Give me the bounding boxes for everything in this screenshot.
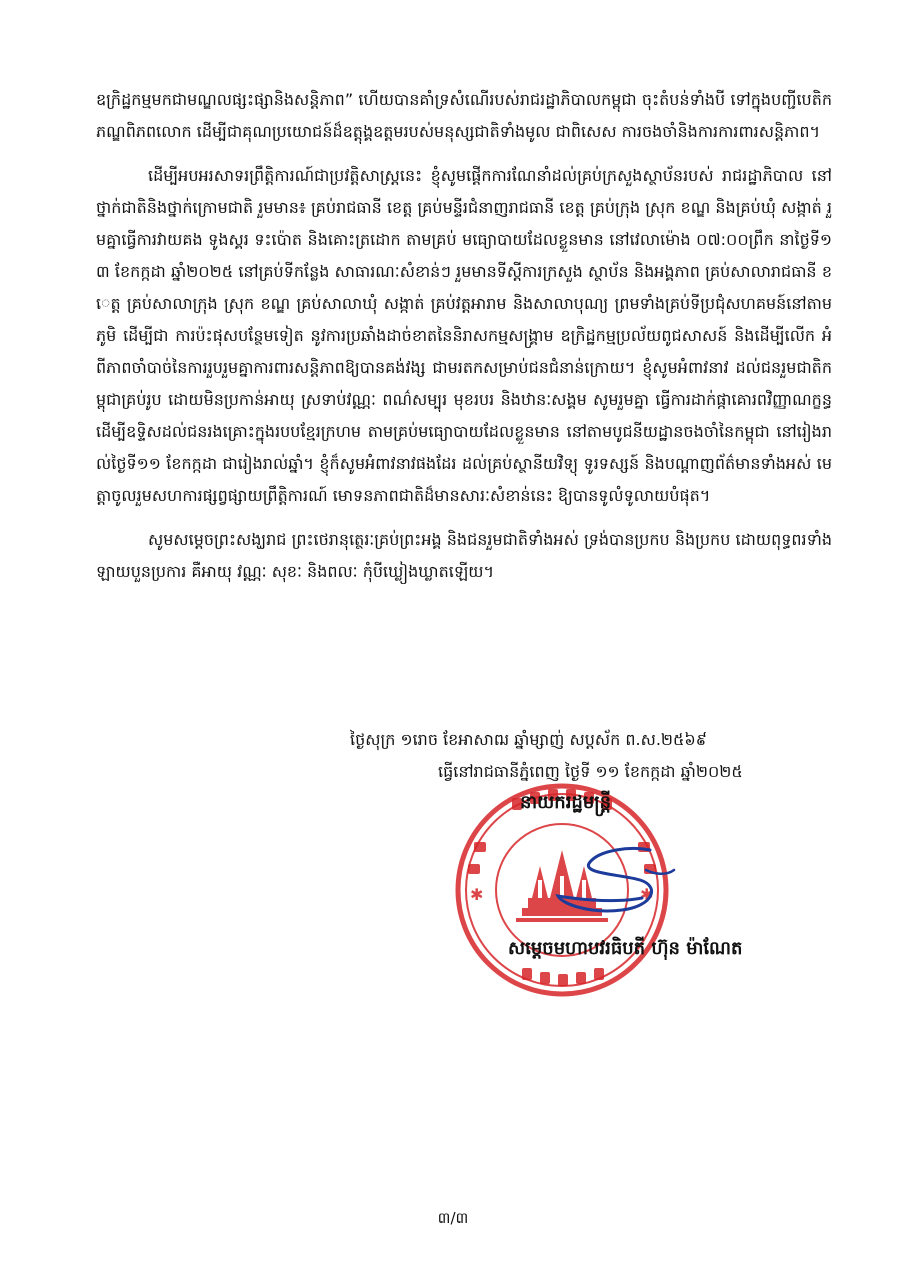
paragraph-continuation: ឧក្រិដ្ឋកម្មមកជាមណ្ឌលផ្សះផ្សានិងសន្តិភាព” ហើយបានគាំទ្រសំណើរបស់រាជរដ្ឋាភិបាលកម្ពុជា ចុះតំបន់ទាំងបី ទៅក្នុងបញ្ជីបេតិកភណ្ឌពិភពលោក ដើម្បីជាគុណប្រយោជន៍ដ៏ឧត្តុង្គឧត្តមរបស់មនុស្សជាតិទាំងមូល ជាពិសេស ការចងចាំនិងការការពារសន្តិភាព។ xyxy=(96,90,832,141)
letter-body xyxy=(96,84,832,600)
paragraph-celebration-instructions: ដើម្បីអបអរសាទរព្រឹត្តិការណ៍ជាប្រវត្តិសាស្ត្រនេះ ខ្ញុំសូមផ្ដើកការណែនាំដល់គ្រប់ក្រសួងស្ថាប័នរបស់ រាជរដ្ឋាភិបាល នៅថ្នាក់ជាតិនិងថ្នាក់ក្រោមជាតិ រួមមាន៖ គ្រប់រាជធានី ខេត្ត គ្រប់មន្ទីរជំនាញរាជធានី ខេត្ត គ្រប់ក្រុង ស្រុក ខណ្ឌ និងគ្រប់ឃុំ សង្កាត់ រួមគ្នាធ្វើការវាយគង ទូងស្គរ ទះប៉ោត និងគោះត្រដោក តាមគ្រប់ មធ្យោបាយដែលខ្លួនមាន នៅវេលាម៉ោង ០៧:០០ព្រឹក នាថ្ងៃទី១៣ ខែកក្កដា ឆ្នាំ២០២៥ នៅគ្រប់ទីកន្លែង សាធារណៈសំខាន់ៗ រួមមានទីស្តីការក្រសួង ស្ថាប័ន និងអង្គភាព គ្រប់សាលារាជធានី ខេត្ត គ្រប់សាលាក្រុង ស្រុក ខណ្ឌ គ្រប់សាលាឃុំ សង្កាត់ គ្រប់វត្តអារាម និងសាលាបុណ្យ ព្រមទាំងគ្រប់ទីប្រជុំសហគមន៍នៅតាមភូមិ ដើម្បីជា ការប៉ះផុសបន្ថែមទៀត នូវការប្រឆាំងដាច់ខាតនៃនិរាសកម្មសង្គ្រាម ឧក្រិដ្ឋកម្មប្រល័យពូជសាសន៍ និងដើម្បីលើក អំពីភាពចាំបាច់នៃការរួបរួមគ្នាការពារសន្តិភាពឱ្យបានគង់វង្ស ជាមរតកសម្រាប់ជនជំនាន់ក្រោយ។ ខ្ញុំសូមអំពាវនាវ ដល់ជនរួមជាតិកម្ពុជាគ្រប់រូប ដោយមិនប្រកាន់អាយុ ស្រទាប់វណ្ណៈ ពណ៌សម្បុរ មុខរបរ និងឋានៈសង្គម សូមរួមគ្នា ធ្វើការដាក់ផ្កាគោរពវិញ្ញាណក្ខន្ធ ដើម្បីឧទ្ទិសដល់ជនរងគ្រោះក្នុងរបបខ្មែរក្រហម តាមគ្រប់មធ្យោបាយដែលខ្លួនមាន នៅតាមបូជនីយដ្ឋានចងចាំនៃកម្ពុជា នៅរៀងរាល់ថ្ងៃទី១១ ខែកក្កដា ជារៀងរាល់ឆ្នាំ។ ខ្ញុំក៏សូមអំពាវនាវផងដែរ ដល់គ្រប់ស្ថានីយវិទ្យុ ទូរទស្សន៍ និងបណ្ដាញព័ត៌មានទាំងអស់ មេត្តាចូលរួមសហការផ្សព្វផ្សាយព្រឹត្តិការណ៍ មោទនភាពជាតិដ៏មានសារៈសំខាន់នេះ ឱ្យបានទូលំទូលាយបំផុត។ xyxy=(96,166,832,505)
page-number: ៣/៣ xyxy=(437,1209,469,1227)
svg-text:✱: ✱ xyxy=(640,885,654,904)
signatory-name: សម្តេចមហាបវរធិបតី ហ៊ុន ម៉ាណែត xyxy=(508,938,743,959)
handwritten-signature xyxy=(550,840,680,920)
lunar-date-line: ថ្ងៃសុក្រ ១រោច ខែអាសាឍ ឆ្នាំម្សាញ់ សប្តស័ក ព.ស.២៥៦៩ xyxy=(350,730,708,749)
signatory-title: នាយករដ្ឋមន្ត្រី xyxy=(520,792,612,813)
place-and-solar-date-line: ធ្វើនៅរាជធានីភ្នំពេញ ថ្ងៃទី ១១ ខែកក្កដា ឆ្នាំ២០២៥ xyxy=(438,762,743,781)
paragraph-blessing: សូមសម្តេចព្រះសង្ឃរាជ ព្រះថេរានុត្ថេរៈគ្រប់ព្រះអង្គ និងជនរួមជាតិទាំងអស់ ទ្រង់បានប្រកប និងប្រកប ដោយពុទ្ធពរទាំងឡាយបួនប្រការ គឺអាយុ វណ្ណៈ សុខៈ និងពលៈ កុំបីឃ្លៀងឃ្លាតឡើយ។ xyxy=(96,530,832,581)
svg-text:✱: ✱ xyxy=(470,885,484,904)
